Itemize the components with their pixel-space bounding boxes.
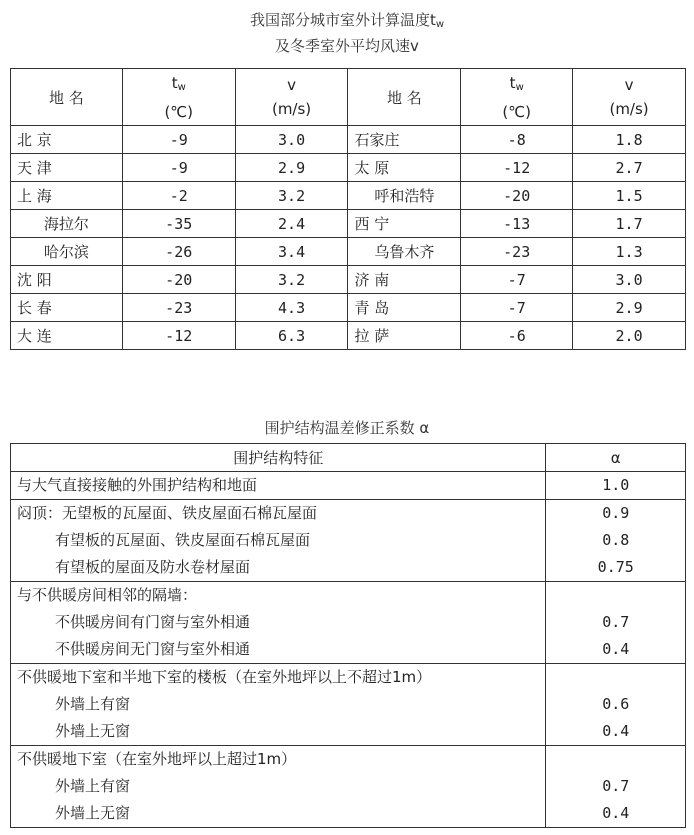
feature-line: 不供暖地下室和半地下室的楼板（在室外地坪以上不超过1m） [17, 668, 432, 686]
alpha-value [546, 582, 685, 609]
table-row [11, 126, 686, 154]
header-tw-1 [122, 69, 235, 126]
temperature-value: -23 [122, 294, 235, 322]
temperature-value: -35 [122, 210, 235, 238]
v-symbol: v [624, 76, 634, 94]
wind-speed-value: 1.3 [573, 238, 686, 266]
city-name: 拉 萨 [348, 322, 461, 350]
city-name: 海拉尔 [11, 210, 123, 238]
temperature-value: -26 [122, 238, 235, 266]
alpha-cell [546, 500, 686, 582]
wind-speed-value: 2.9 [235, 154, 348, 182]
temperature-value: -6 [461, 322, 573, 350]
header-tw-2 [461, 69, 573, 126]
table1-title-line2: 及冬季室外平均风速v [275, 37, 419, 55]
table-row [11, 238, 686, 266]
tw-unit: (℃) [502, 102, 531, 121]
city-name: 石家庄 [348, 126, 461, 154]
feature-cell [11, 472, 546, 500]
tw-unit: (℃) [164, 102, 193, 121]
table-row [11, 500, 686, 582]
alpha-value: 0.4 [602, 640, 630, 658]
wind-speed-value: 6.3 [235, 322, 348, 350]
feature-line: 外墙上有窗 [55, 695, 131, 713]
table-row [11, 154, 686, 182]
temperature-value: -7 [461, 266, 573, 294]
alpha-value [546, 664, 685, 691]
wind-speed-value: 3.0 [235, 126, 348, 154]
feature-line: 不供暖地下室（在室外地坪以上超过1m） [17, 750, 297, 768]
city-temperature-table [10, 68, 686, 350]
wind-speed-value: 3.2 [235, 182, 348, 210]
temperature-value: -20 [122, 266, 235, 294]
feature-line: 不供暖房间无门窗与室外相通 [55, 640, 251, 658]
wind-speed-value: 3.0 [573, 266, 686, 294]
wind-speed-value: 1.8 [573, 126, 686, 154]
feature-line: 有望板的瓦屋面、铁皮屋面石棉瓦屋面 [55, 531, 311, 549]
tw-subscript: w [177, 81, 186, 93]
v-unit: (m/s) [609, 100, 649, 118]
city-name: 哈尔滨 [11, 238, 123, 266]
alpha-value: 1.0 [602, 476, 630, 494]
city-name: 乌鲁木齐 [348, 238, 461, 266]
city-name: 太 原 [348, 154, 461, 182]
city-name: 上 海 [11, 182, 123, 210]
alpha-value: 0.7 [602, 777, 630, 795]
table1-header-row [11, 69, 686, 126]
city-name: 呼和浩特 [348, 182, 461, 210]
tw-symbol: t [509, 73, 516, 92]
wind-speed-value: 2.7 [573, 154, 686, 182]
header-city-1: 地 名 [11, 69, 123, 126]
city-name: 长 春 [11, 294, 123, 322]
table1-title-line1 [0, 10, 694, 35]
table2-title: 围护结构温差修正系数 α [264, 419, 430, 437]
table-row [11, 746, 686, 828]
correction-coefficient-table [10, 443, 686, 828]
wind-speed-value: 2.4 [235, 210, 348, 238]
temperature-value: -7 [461, 294, 573, 322]
city-name: 天 津 [11, 154, 123, 182]
city-name: 沈 阳 [11, 266, 123, 294]
city-name: 西 宁 [348, 210, 461, 238]
alpha-cell [546, 582, 686, 664]
table-row [11, 322, 686, 350]
alpha-value: 0.6 [602, 695, 630, 713]
temperature-value: -13 [461, 210, 573, 238]
feature-line: 与不供暖房间相邻的隔墙： [17, 586, 198, 604]
alpha-value: 0.8 [602, 531, 630, 549]
feature-line: 外墙上无窗 [55, 722, 131, 740]
temperature-value: -12 [461, 154, 573, 182]
table-row [11, 582, 686, 664]
v-unit: (m/s) [271, 100, 312, 118]
header-city-2: 地 名 [348, 69, 461, 126]
alpha-value: 0.4 [602, 804, 630, 822]
wind-speed-value: 1.7 [573, 210, 686, 238]
alpha-value: 0.9 [602, 504, 630, 522]
table-row [11, 266, 686, 294]
wind-speed-value: 3.2 [235, 266, 348, 294]
wind-speed-value: 2.0 [573, 322, 686, 350]
temperature-value: -8 [461, 126, 573, 154]
header-alpha: α [546, 444, 686, 472]
city-name: 济 南 [348, 266, 461, 294]
table-row [11, 210, 686, 238]
alpha-cell [546, 664, 686, 746]
feature-line: 闷顶：无望板的瓦屋面、铁皮屋面石棉瓦屋面 [17, 504, 318, 522]
table1-title-subscript: w [435, 19, 445, 30]
header-feature: 围护结构特征 [11, 444, 546, 472]
alpha-value: 0.7 [602, 613, 630, 631]
feature-cell [11, 664, 546, 746]
feature-cell [11, 582, 546, 664]
table-row [11, 472, 686, 500]
feature-line: 与大气直接接触的外围护结构和地面 [17, 476, 258, 494]
alpha-cell [546, 472, 686, 500]
temperature-value: -20 [461, 182, 573, 210]
feature-line: 外墙上无窗 [55, 804, 131, 822]
wind-speed-value: 3.4 [235, 238, 348, 266]
alpha-cell [546, 746, 686, 828]
table-row [11, 182, 686, 210]
alpha-value [546, 746, 685, 773]
city-name: 青 岛 [348, 294, 461, 322]
feature-line: 不供暖房间有门窗与室外相通 [55, 613, 251, 631]
temperature-value: -9 [122, 154, 235, 182]
header-v-2 [573, 69, 686, 126]
wind-speed-value: 4.3 [235, 294, 348, 322]
wind-speed-value: 1.5 [573, 182, 686, 210]
header-v-1 [235, 69, 348, 126]
feature-cell [11, 746, 546, 828]
temperature-value: -12 [122, 322, 235, 350]
wind-speed-value: 2.9 [573, 294, 686, 322]
temperature-value: -23 [461, 238, 573, 266]
alpha-value: 0.4 [602, 722, 630, 740]
feature-line: 有望板的屋面及防水卷材屋面 [55, 558, 251, 576]
tw-symbol: t [171, 73, 178, 92]
v-symbol: v [287, 76, 296, 94]
city-name: 大 连 [11, 322, 123, 350]
city-name: 北 京 [11, 126, 123, 154]
temperature-value: -9 [122, 126, 235, 154]
table1-title-text: 我国部分城市室外计算温度t [249, 11, 436, 29]
table-row [11, 664, 686, 746]
tw-subscript: w [515, 81, 524, 93]
feature-line: 外墙上有窗 [55, 777, 131, 795]
feature-cell [11, 500, 546, 582]
table-row [11, 294, 686, 322]
alpha-value: 0.75 [597, 558, 634, 576]
temperature-value: -2 [122, 182, 235, 210]
table2-header-row [11, 444, 686, 472]
